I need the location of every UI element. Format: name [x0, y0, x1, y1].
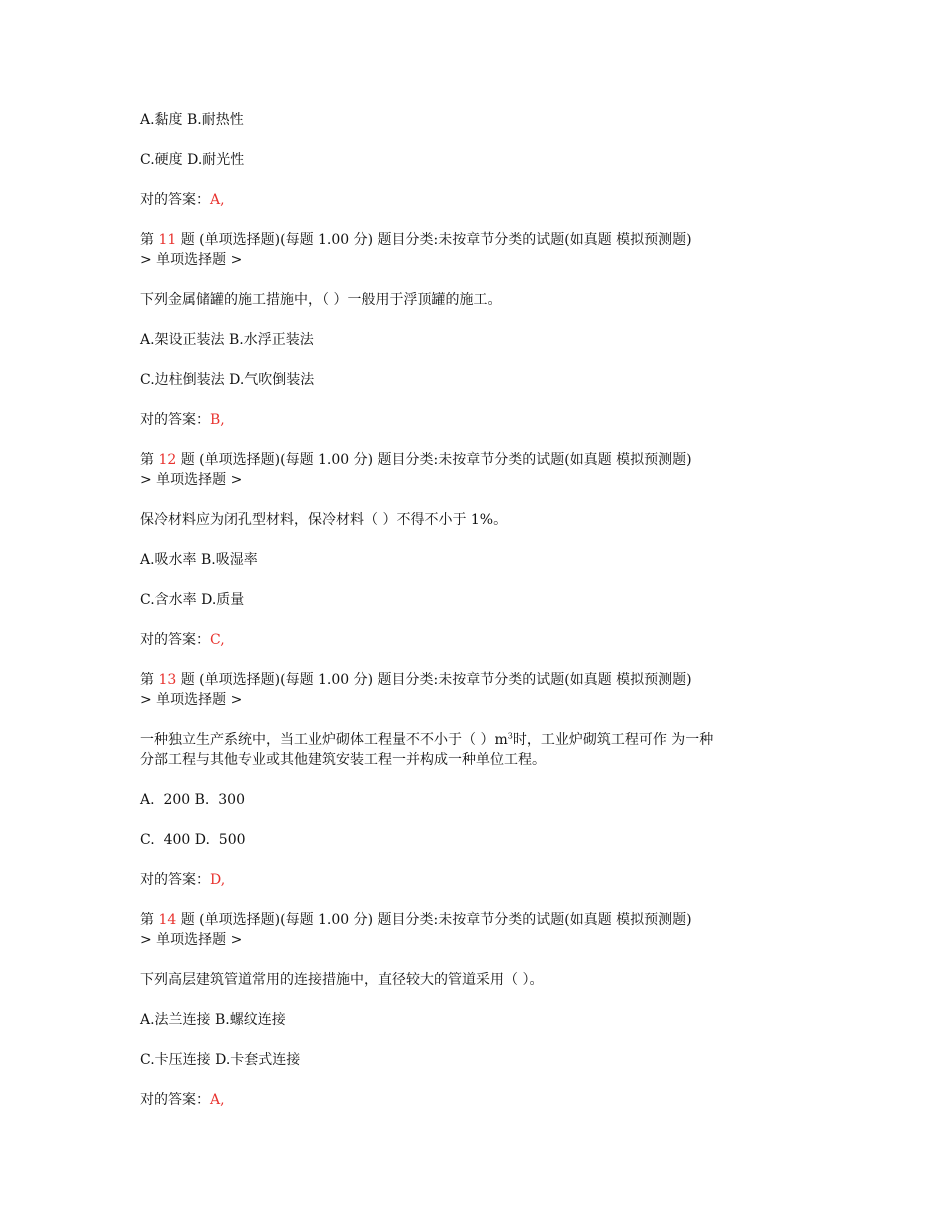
stem-part: 一种独立生产系统中，当工业炉砌体工程量不不小于（ ）m [140, 732, 508, 748]
option-line-ab: A.架设正装法 B.水浮正装法 [140, 332, 314, 348]
answer-value: A, [210, 1092, 225, 1108]
option-line-cd: C.硬度 D.耐光性 [140, 152, 245, 168]
question-category: > 单项选择题 > [140, 252, 243, 268]
question-stem [140, 730, 830, 750]
question-stem: 保冷材料应为闭孔型材料，保冷材料（ ）不得不小于 1%。 [140, 512, 508, 528]
question-prefix: 第 [140, 672, 159, 688]
question-meta: 题 (单项选择题)(每题 1.00 分) 题目分类:未按章节分类的试题(如真题 模拟预测题) [176, 452, 692, 468]
question-header [140, 910, 830, 930]
question-header [140, 670, 830, 690]
question-number: 13 [158, 672, 177, 688]
answer-line [140, 190, 830, 210]
question-category: > 单项选择题 > [140, 932, 243, 948]
question-prefix: 第 [140, 232, 159, 248]
question-header [140, 230, 830, 250]
question-stem: 下列金属储罐的施工措施中，（ ）一般用于浮顶罐的施工。 [140, 292, 502, 308]
question-header [140, 450, 830, 470]
question-meta: 题 (单项选择题)(每题 1.00 分) 题目分类:未按章节分类的试题(如真题 模拟预测题) [176, 912, 692, 928]
question-number: 12 [158, 452, 177, 468]
question-number: 14 [158, 912, 177, 928]
answer-label: 对的答案： [140, 872, 210, 888]
option-line-ab: A. 200 B. 300 [140, 792, 245, 808]
option-line-cd: C. 400 D. 500 [140, 832, 246, 848]
option-line-cd: C.卡压连接 D.卡套式连接 [140, 1052, 301, 1068]
question-prefix: 第 [140, 912, 159, 928]
document-page [140, 110, 830, 1110]
stem-part: 时，工业炉砌筑工程可作 为一种 [512, 732, 714, 748]
answer-label: 对的答案： [140, 412, 210, 428]
answer-value: B, [210, 412, 225, 428]
question-stem: 下列高层建筑管道常用的连接措施中，直径较大的管道采用（ ）。 [140, 972, 544, 988]
question-meta: 题 (单项选择题)(每题 1.00 分) 题目分类:未按章节分类的试题(如真题 模拟预测题) [176, 672, 692, 688]
answer-line [140, 630, 830, 650]
answer-value: A, [210, 192, 225, 208]
answer-label: 对的答案： [140, 192, 210, 208]
answer-value: D, [210, 872, 226, 888]
question-category: > 单项选择题 > [140, 692, 243, 708]
answer-line [140, 1090, 830, 1110]
option-line-cd: C.边柱倒装法 D.气吹倒装法 [140, 372, 315, 388]
superscript: 3 [507, 731, 513, 741]
option-line-cd: C.含水率 D.质量 [140, 592, 245, 608]
option-line-ab: A.黏度 B.耐热性 [140, 112, 244, 128]
question-category: > 单项选择题 > [140, 472, 243, 488]
answer-line [140, 410, 830, 430]
option-line-ab: A.法兰连接 B.螺纹连接 [140, 1012, 286, 1028]
question-meta: 题 (单项选择题)(每题 1.00 分) 题目分类:未按章节分类的试题(如真题 模拟预测题) [176, 232, 692, 248]
question-stem-continued: 分部工程与其他专业或其他建筑安装工程一并构成一种单位工程。 [140, 752, 546, 768]
question-prefix: 第 [140, 452, 159, 468]
answer-label: 对的答案： [140, 1092, 210, 1108]
question-number: 11 [158, 232, 177, 248]
option-line-ab: A.吸水率 B.吸湿率 [140, 552, 258, 568]
answer-line [140, 870, 830, 890]
answer-label: 对的答案： [140, 632, 210, 648]
answer-value: C, [210, 632, 225, 648]
